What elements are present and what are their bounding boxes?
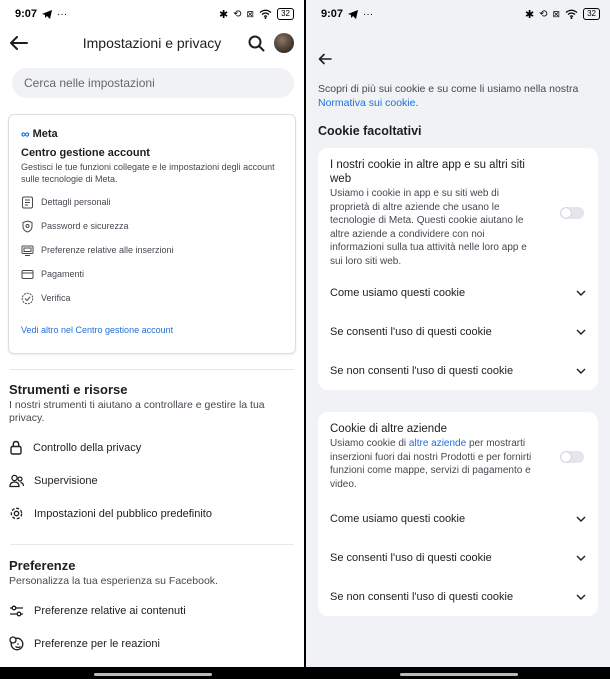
meta-brand: Meta bbox=[32, 128, 58, 140]
expander-label: Come usiamo questi cookie bbox=[330, 286, 466, 299]
meta-logo bbox=[21, 127, 283, 141]
panel-title: I nostri cookie in altre app e su altri siti web bbox=[330, 159, 525, 185]
back-arrow-icon bbox=[318, 53, 332, 65]
sliders-icon bbox=[9, 604, 24, 618]
expander-label: Se consenti l'uso di questi cookie bbox=[330, 551, 492, 564]
telegram-icon bbox=[42, 10, 52, 19]
panel-description: Usiamo i cookie in app e su siti web di proprietà di altre aziende che usano le tecnologie di Meta. Questi cookie aiutano le altre aziende a condividere con noi informazioni sulla tua attività nelle loro app e sui loro siti web. bbox=[330, 188, 527, 267]
no-sim-icon: ⊠ bbox=[246, 8, 255, 19]
cookie-sheet bbox=[306, 28, 610, 667]
default-audience-item[interactable] bbox=[9, 497, 295, 530]
no-sim-icon: ⊠ bbox=[552, 8, 561, 19]
row-label: Impostazioni del pubblico predefinito bbox=[34, 507, 212, 520]
tools-description: I nostri strumenti ti aiutano a controllare e gestire la tua privacy. bbox=[9, 399, 265, 424]
chevron-down-icon bbox=[576, 329, 586, 335]
if-not-allow-expander[interactable] bbox=[330, 577, 586, 616]
cookie-policy-link[interactable]: Normativa sui cookie bbox=[318, 97, 416, 109]
cookie-settings-screen bbox=[306, 0, 610, 667]
back-arrow-icon[interactable] bbox=[10, 36, 28, 50]
other-companies-link[interactable]: altre aziende bbox=[408, 438, 467, 449]
more-dots-icon: ··· bbox=[57, 8, 68, 20]
vibrate-icon: ⟲ bbox=[233, 8, 242, 20]
content-preferences-item[interactable] bbox=[9, 594, 295, 627]
account-item-label: Password e sicurezza bbox=[41, 221, 129, 231]
settings-screen bbox=[0, 0, 304, 667]
battery-icon: 32 bbox=[583, 8, 600, 20]
search-icon[interactable] bbox=[248, 35, 265, 52]
optional-cookies-title: Cookie facoltativi bbox=[318, 124, 422, 138]
verified-badge-icon bbox=[21, 292, 34, 305]
gesture-handle[interactable] bbox=[94, 673, 212, 676]
row-label: Preferenze per le reazioni bbox=[34, 637, 160, 650]
reaction-preferences-item[interactable] bbox=[9, 627, 295, 660]
row-label: Supervisione bbox=[34, 474, 98, 487]
chevron-down-icon bbox=[576, 594, 586, 600]
expander-label: Se non consenti l'uso di questi cookie bbox=[330, 364, 514, 377]
clock: 9:07 bbox=[321, 8, 344, 20]
shield-icon bbox=[21, 220, 34, 233]
lock-icon bbox=[9, 440, 23, 455]
settings-search-input[interactable] bbox=[12, 68, 294, 98]
monitor-icon bbox=[21, 244, 34, 257]
how-we-use-expander[interactable] bbox=[330, 499, 586, 538]
credit-card-icon bbox=[21, 268, 34, 281]
row-label: Controllo della privacy bbox=[33, 441, 142, 454]
wifi-icon bbox=[259, 9, 272, 19]
account-center-description: Gestisci le tue funzioni collegate e le impostazioni degli account sulle tecnologie di Meta. bbox=[21, 162, 275, 184]
divider bbox=[10, 369, 294, 370]
supervision-item[interactable] bbox=[9, 464, 295, 497]
status-bar bbox=[0, 0, 304, 28]
account-item-personal-details[interactable] bbox=[21, 190, 283, 214]
privacy-checkup-item[interactable] bbox=[9, 431, 295, 464]
preferences-section bbox=[0, 558, 304, 660]
battery-icon: 32 bbox=[277, 8, 294, 20]
meta-cookies-toggle[interactable] bbox=[560, 207, 584, 219]
other-cookies-toggle[interactable] bbox=[560, 451, 584, 463]
if-allow-expander[interactable] bbox=[330, 538, 586, 577]
if-not-allow-expander[interactable] bbox=[330, 351, 586, 390]
desc-before: Usiamo cookie di bbox=[330, 438, 409, 449]
id-card-icon bbox=[21, 196, 34, 209]
status-bar bbox=[306, 0, 610, 28]
chevron-down-icon bbox=[576, 368, 586, 374]
back-button[interactable] bbox=[318, 52, 598, 68]
account-item-label: Pagamenti bbox=[41, 269, 85, 279]
users-icon bbox=[9, 474, 24, 488]
account-item-password-security[interactable] bbox=[21, 214, 283, 238]
intro-text: Scopri di più sui cookie e su come li usiamo nella nostra bbox=[318, 83, 579, 95]
account-center-link[interactable]: Vedi altro nel Centro gestione account bbox=[21, 325, 174, 335]
desc-after: per mostrarti inserzioni fuori dai nostri Prodotti e per fornirti funzioni come mappe, servizi di pagamento e video. bbox=[330, 438, 532, 490]
account-item-label: Preferenze relative alle inserzioni bbox=[41, 245, 174, 255]
panel-meta-cookies bbox=[318, 148, 598, 390]
panel-description bbox=[330, 437, 535, 491]
account-center-card bbox=[8, 114, 296, 354]
chevron-down-icon bbox=[576, 290, 586, 296]
preferences-description: Personalizza la tua esperienza su Facebook. bbox=[9, 575, 218, 587]
gesture-handle[interactable] bbox=[400, 673, 518, 676]
expander-label: Se non consenti l'uso di questi cookie bbox=[330, 590, 514, 603]
wifi-icon bbox=[565, 9, 578, 19]
account-center-heading: Centro gestione account bbox=[21, 147, 150, 159]
account-item-verification[interactable] bbox=[21, 286, 283, 310]
app-bar bbox=[0, 28, 304, 58]
account-item-payments[interactable] bbox=[21, 262, 283, 286]
tools-heading: Strumenti e risorse bbox=[9, 382, 128, 397]
reactions-icon bbox=[9, 636, 24, 651]
if-allow-expander[interactable] bbox=[330, 312, 586, 351]
cookie-intro bbox=[318, 82, 598, 110]
search-placeholder: Cerca nelle impostazioni bbox=[24, 76, 155, 90]
account-item-ad-preferences[interactable] bbox=[21, 238, 283, 262]
how-we-use-expander[interactable] bbox=[330, 273, 586, 312]
system-nav-bar bbox=[0, 667, 610, 679]
chevron-down-icon bbox=[576, 555, 586, 561]
expander-label: Come usiamo questi cookie bbox=[330, 512, 466, 525]
account-item-label: Dettagli personali bbox=[41, 197, 111, 207]
meta-infinity-icon: ∞ bbox=[21, 127, 30, 141]
panel-title: Cookie di altre aziende bbox=[330, 423, 447, 435]
page-title: Impostazioni e privacy bbox=[82, 35, 222, 51]
tools-section bbox=[0, 382, 304, 530]
avatar[interactable] bbox=[274, 33, 294, 53]
bluetooth-icon: ✱ bbox=[218, 8, 229, 21]
intro-end: . bbox=[415, 97, 419, 109]
vibrate-icon: ⟲ bbox=[539, 8, 548, 20]
bluetooth-icon: ✱ bbox=[524, 8, 535, 21]
expander-label: Se consenti l'uso di questi cookie bbox=[330, 325, 492, 338]
telegram-icon bbox=[348, 10, 358, 19]
preferences-heading: Preferenze bbox=[9, 558, 76, 573]
divider bbox=[10, 544, 294, 545]
gear-icon bbox=[9, 506, 24, 521]
clock: 9:07 bbox=[15, 8, 38, 20]
more-dots-icon: ··· bbox=[363, 8, 374, 20]
chevron-down-icon bbox=[576, 516, 586, 522]
row-label: Preferenze relative ai contenuti bbox=[34, 604, 186, 617]
panel-other-company-cookies bbox=[318, 412, 598, 616]
account-item-label: Verifica bbox=[41, 293, 71, 303]
